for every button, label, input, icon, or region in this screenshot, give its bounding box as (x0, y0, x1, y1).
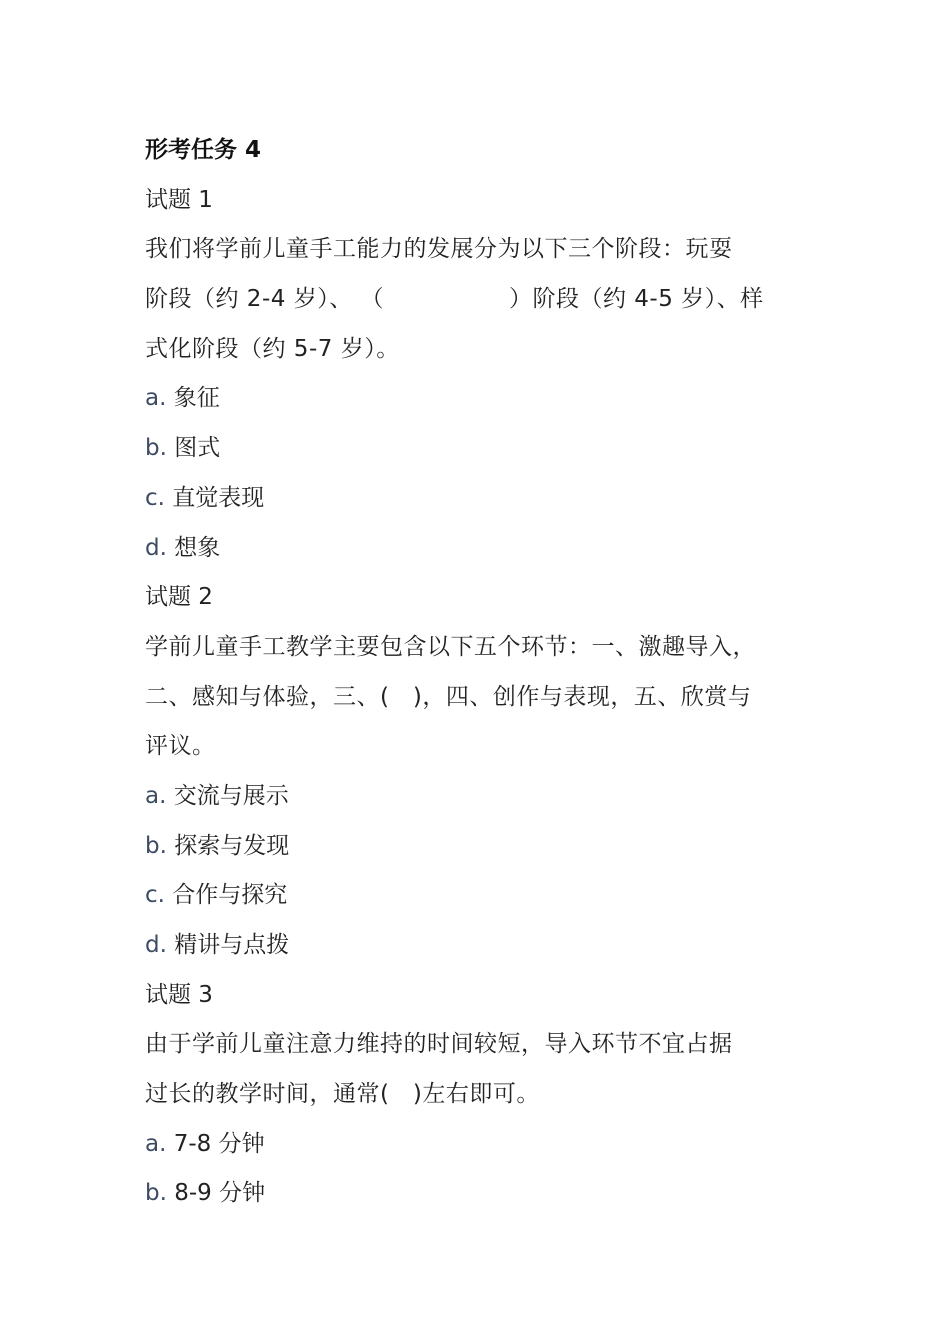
option-d[interactable] (145, 921, 815, 971)
option-letter: c. (145, 882, 165, 909)
question-stem-line: 学前儿童手工教学主要包含以下五个环节：一、激趣导入， (145, 633, 756, 660)
option-a[interactable] (145, 772, 815, 822)
option-letter: d. (145, 534, 167, 561)
option-b[interactable] (145, 424, 815, 474)
option-text: 8-9 分钟 (174, 1180, 266, 1207)
option-text: 直觉表现 (172, 484, 265, 511)
page-title: 形考任务 4 (145, 137, 262, 163)
option-d[interactable] (145, 524, 815, 574)
question-stem-line: 阶段（约 2-4 岁）、 （ ）阶段（约 4-5 岁）、样 (145, 286, 764, 313)
option-letter: a. (145, 782, 167, 809)
question-stem-line: 我们将学前儿童手工能力的发展分为以下三个阶段：玩耍 (145, 236, 733, 263)
option-text: 想象 (174, 534, 221, 561)
option-b[interactable] (145, 822, 815, 872)
question-2 (145, 573, 815, 971)
option-text: 7-8 分钟 (173, 1130, 265, 1157)
option-text: 交流与展示 (173, 782, 289, 809)
question-label: 试题 2 (145, 584, 213, 611)
question-label: 试题 3 (145, 981, 213, 1008)
option-letter: d. (145, 932, 167, 958)
document-page (145, 126, 815, 1219)
question-3 (145, 971, 815, 1219)
option-letter: b. (145, 435, 167, 462)
option-c[interactable] (145, 871, 815, 921)
question-stem-line: 评议。 (145, 733, 216, 760)
option-text: 探索与发现 (174, 832, 290, 859)
question-stem-line: 由于学前儿童注意力维持的时间较短，导入环节不宜占据 (145, 1031, 733, 1058)
option-text: 精讲与点拨 (174, 932, 290, 958)
option-text: 合作与探究 (172, 882, 288, 909)
question-stem-line: 过长的教学时间，通常( )左右即可。 (145, 1081, 540, 1108)
option-a[interactable] (145, 1120, 815, 1170)
option-letter: c. (145, 484, 165, 511)
option-b[interactable] (145, 1169, 815, 1219)
option-letter: b. (145, 1180, 167, 1207)
option-letter: a. (145, 1130, 167, 1157)
question-stem-line: 式化阶段（约 5-7 岁）。 (145, 335, 400, 362)
option-text: 图式 (174, 435, 221, 462)
option-a[interactable] (145, 374, 815, 424)
question-1 (145, 176, 815, 574)
option-letter: b. (145, 832, 167, 859)
question-stem-line: 二、感知与体验，三、( )，四、创作与表现，五、欣赏与 (145, 683, 752, 710)
question-label: 试题 1 (145, 186, 213, 213)
option-c[interactable] (145, 474, 815, 524)
option-letter: a. (145, 385, 167, 412)
option-text: 象征 (173, 385, 220, 412)
